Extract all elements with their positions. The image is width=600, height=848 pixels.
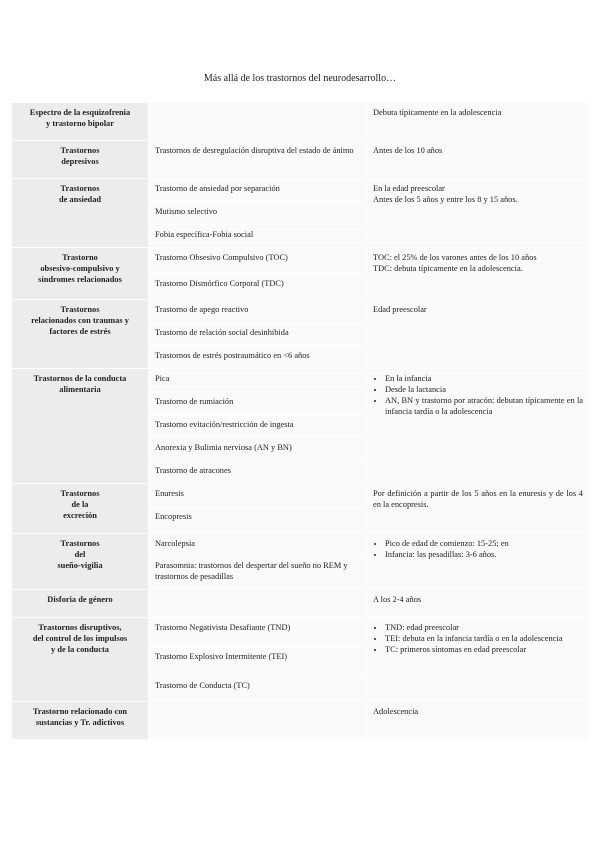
- disorder-cell: Trastorno Obsesivo Compulsivo (TOC): [149, 248, 367, 274]
- age-line: Por definición a partir de los 5 años en la enuresis y de los 4 en la encopresis.: [373, 489, 583, 509]
- age-cell: [367, 248, 590, 300]
- disorder-cell: Trastorno de Conducta (TC): [149, 676, 367, 702]
- disorder-cell: Trastorno de ansiedad por separación: [149, 179, 367, 202]
- table-row: [12, 248, 590, 274]
- age-line: A los 2-4 años: [373, 595, 422, 604]
- age-cell: [367, 141, 590, 179]
- table-row: [12, 369, 590, 392]
- category-cell: Espectro de la esquizofrenia y trastorno bipolar: [12, 103, 149, 141]
- disorder-cell: Trastorno Negativista Desafiante (TND): [149, 618, 367, 647]
- disorder-cell: Narcolepsia: [149, 534, 367, 556]
- disorder-cell: Encopresis: [149, 507, 367, 534]
- age-bullet: • TC: primeros síntomas en edad preescolar: [385, 644, 583, 655]
- disorder-cell: Fobia específica-Fobia social: [149, 225, 367, 248]
- age-line: TOC: el 25% de los varones antes de los 10 años: [373, 253, 537, 262]
- age-line: Debuta típicamente en la adolescencia: [373, 108, 502, 117]
- category-cell: Trastornos del sueño-vigilia: [12, 534, 149, 590]
- disorder-cell-empty: [149, 590, 367, 618]
- table-row: [12, 179, 590, 202]
- age-bullet: • Desde la lactancia: [385, 384, 583, 395]
- disorder-cell: Trastorno de rumiación: [149, 392, 367, 415]
- disorder-cell: Trastornos de estrés postraumático en <6 años: [149, 346, 367, 369]
- age-bullet: • En la infancia: [385, 373, 583, 384]
- age-cell: [367, 179, 590, 248]
- age-cell: [367, 300, 590, 369]
- table-row: [12, 534, 590, 556]
- age-cell: [367, 590, 590, 618]
- category-cell: Trastornos disruptivos, del control de los impulsos y de la conducta: [12, 618, 149, 702]
- category-cell: Trastornos de ansiedad: [12, 179, 149, 248]
- age-bullet-list: [373, 622, 583, 655]
- disorder-cell: Trastorno Dismórfico Corporal (TDC): [149, 274, 367, 300]
- age-line: Edad preescolar: [373, 305, 427, 314]
- disorder-cell: Mutismo selectivo: [149, 202, 367, 225]
- category-cell: Trastornos de la excreción: [12, 484, 149, 534]
- age-bullet: • Infancia: las pesadillas: 3-6 años.: [385, 549, 583, 560]
- age-cell: [367, 702, 590, 740]
- disorder-cell: Enuresis: [149, 484, 367, 507]
- category-cell: Trastornos de la conducta alimentaria: [12, 369, 149, 484]
- disorder-cell: Anorexia y Bulimia nerviosa (AN y BN): [149, 438, 367, 461]
- age-bullet: • TEI: debuta en la infancia tardía o en la adolescencia: [385, 633, 583, 644]
- category-cell: Trastornos depresivos: [12, 141, 149, 179]
- disorder-cell: Trastorno de relación social desinhibida: [149, 323, 367, 346]
- table-row: [12, 103, 590, 141]
- table-row: [12, 590, 590, 618]
- age-bullet: • TND: edad preescolar: [385, 622, 583, 633]
- age-cell: [367, 484, 590, 534]
- age-bullet-list: [373, 373, 583, 417]
- disorder-cell: Trastorno de apego reactivo: [149, 300, 367, 323]
- age-cell: [367, 369, 590, 484]
- age-line: Antes de los 10 años: [373, 146, 443, 155]
- age-cell: [367, 618, 590, 702]
- disorder-cell: Trastornos de desregulación disruptiva del estado de ánimo: [149, 141, 367, 179]
- category-cell: Trastorno obsesivo-compulsivo y síndromes relacionados: [12, 248, 149, 300]
- disorders-table: [11, 102, 590, 740]
- disorder-cell: Pica: [149, 369, 367, 392]
- disorder-cell: Trastorno Explosivo Intermitente (TEI): [149, 647, 367, 676]
- disorder-cell-empty: [149, 103, 367, 141]
- page-title: Más allá de los trastornos del neurodesarrollo…: [203, 73, 397, 84]
- category-cell: Trastorno relacionado con sustancias y Tr. adictivos: [12, 702, 149, 740]
- table-row: [12, 484, 590, 507]
- age-cell: [367, 103, 590, 141]
- age-bullet: • Pico de edad de comienzo: 15-25; en: [385, 538, 583, 549]
- age-line: Adolescencia: [373, 707, 419, 716]
- table-row: [12, 618, 590, 647]
- age-line: En la edad preescolar: [373, 184, 445, 193]
- age-bullet: • AN, BN y trastorno por atracón: debutan típicamente en la infancia tardía o la adolescencia: [385, 395, 583, 417]
- disorder-cell: Trastorno de atracones: [149, 461, 367, 484]
- disorder-cell: Trastorno evitación/restricción de ingesta: [149, 415, 367, 438]
- age-line: TDC: debuta típicamente en la adolescencia.: [373, 264, 523, 273]
- category-cell: Disforia de género: [12, 590, 149, 618]
- category-cell: Trastornos relacionados con traumas y factores de estrés: [12, 300, 149, 369]
- age-line: Antes de los 5 años y entre los 8 y 15 años.: [373, 195, 518, 204]
- table-row: [12, 300, 590, 323]
- age-cell: [367, 534, 590, 590]
- disorder-cell: Parasomnia: trastornos del despertar del sueño no REM y trastornos de pesadillas: [149, 556, 367, 590]
- disorder-cell-empty: [149, 702, 367, 740]
- age-bullet-list: [373, 538, 583, 560]
- table-row: [12, 141, 590, 179]
- table-row: [12, 702, 590, 740]
